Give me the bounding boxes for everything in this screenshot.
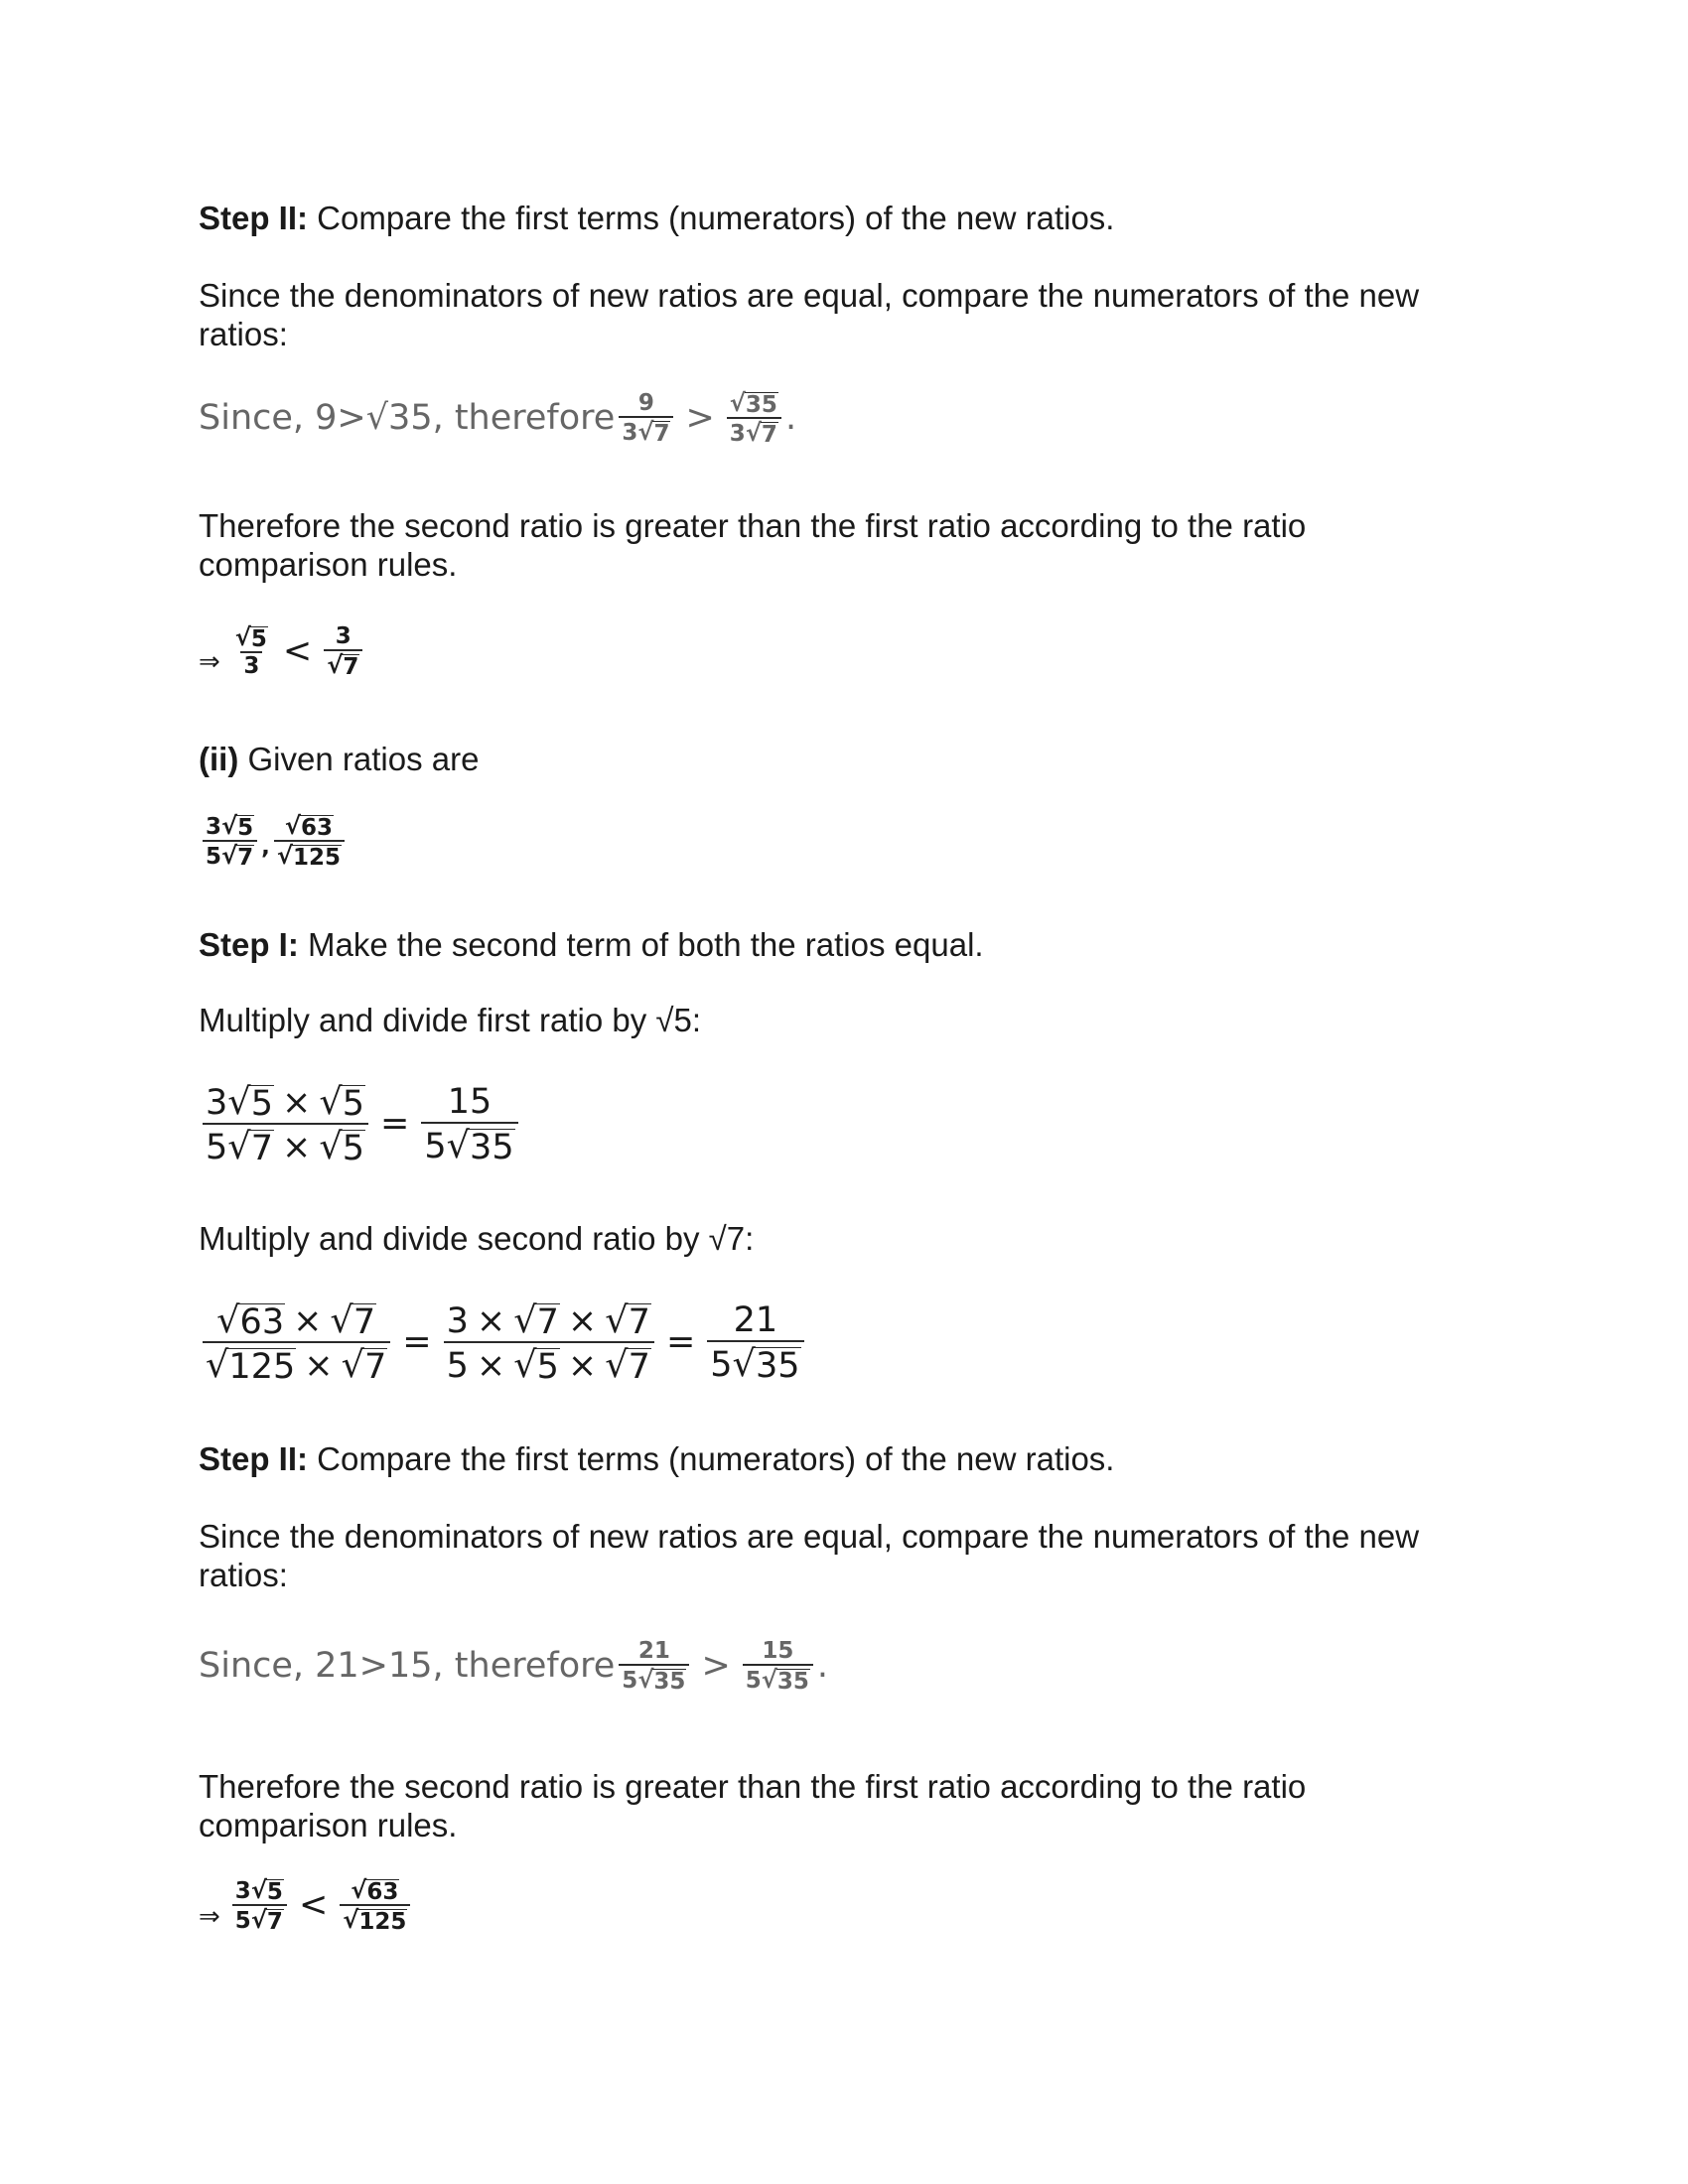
fraction: 15 5 √ 35 bbox=[743, 1638, 813, 1694]
step1-heading: Step I: Make the second term of both the ratios equal. bbox=[199, 926, 984, 963]
therefore-paragraph-1: Therefore the second ratio is greater than the first ratio according to the ratio comparison rules. bbox=[199, 507, 1307, 583]
fraction: 3 √ 5 × √ 5 5 √ 7 × √ 5 bbox=[203, 1080, 368, 1167]
therefore-paragraph-2: Therefore the second ratio is greater than the first ratio according to the ratio comparison rules. bbox=[199, 1768, 1307, 1843]
fraction: 21 5 √ 35 bbox=[619, 1638, 689, 1694]
result-2: ⇒ 3 √ 5 5 √ 7 < √ 63 √ 125 bbox=[199, 1876, 414, 1934]
inequality-1: Since, 9>√35, therefore 9 3 √ 7 > √ 35 3 √ 7 . bbox=[199, 389, 797, 448]
fraction: √ 63 √ 125 bbox=[274, 812, 345, 870]
fraction: 3 √ 5 5 √ 7 bbox=[232, 1876, 287, 1934]
implies-icon: ⇒ bbox=[199, 1902, 220, 1932]
equation-1: 3 √ 5 × √ 5 5 √ 7 × √ 5 = 15 5 √ 35 bbox=[199, 1080, 522, 1167]
equation-2: √ 63 × √ 7 √ 125 × √ 7 = 3 × √ 7 × √ 7 5 × √ 5 × √ 7 = 21 5 √ 35 bbox=[199, 1298, 808, 1386]
since-paragraph-1: Since the denominators of new ratios are equal, compare the numerators of the new ratios: bbox=[199, 277, 1420, 352]
multiply-first-text: Multiply and divide first ratio by √5: bbox=[199, 1002, 701, 1038]
step2-heading-2: Step II: Compare the first terms (numerators) of the new ratios. bbox=[199, 1440, 1115, 1477]
fraction: √ 63 √ 125 bbox=[340, 1876, 410, 1934]
fraction: 9 3 √ 7 bbox=[619, 390, 673, 446]
since-paragraph-2: Since the denominators of new ratios are equal, compare the numerators of the new ratios: bbox=[199, 1518, 1420, 1593]
inequality-2: Since, 21>15, therefore 21 5 √ 35 > 15 5 √ 35 . bbox=[199, 1638, 829, 1695]
multiply-second-text: Multiply and divide second ratio by √7: bbox=[199, 1220, 755, 1257]
given-ratios: 3 √ 5 5 √ 7 , √ 63 √ 125 bbox=[199, 812, 349, 870]
result-1: ⇒ √ 5 3 < 3 √ 7 bbox=[199, 623, 366, 679]
fraction: 3 √ 5 5 √ 7 bbox=[203, 812, 257, 870]
step2-heading-1: Step II: Compare the first terms (numerators) of the new ratios. bbox=[199, 200, 1115, 236]
step-label: Step II: bbox=[199, 200, 309, 236]
fraction: 21 5 √ 35 bbox=[707, 1300, 803, 1385]
implies-icon: ⇒ bbox=[199, 647, 220, 677]
fraction: 15 5 √ 35 bbox=[421, 1082, 517, 1166]
part-ii-heading: (ii) Given ratios are bbox=[199, 741, 480, 777]
fraction: √ 5 3 bbox=[234, 623, 267, 679]
fraction: √ 63 × √ 7 √ 125 × √ 7 bbox=[203, 1298, 390, 1386]
fraction: 3 × √ 7 × √ 7 5 × √ 5 × √ 7 bbox=[444, 1298, 654, 1386]
fraction: √ 35 3 √ 7 bbox=[727, 389, 781, 447]
fraction: 3 √ 7 bbox=[324, 623, 362, 679]
